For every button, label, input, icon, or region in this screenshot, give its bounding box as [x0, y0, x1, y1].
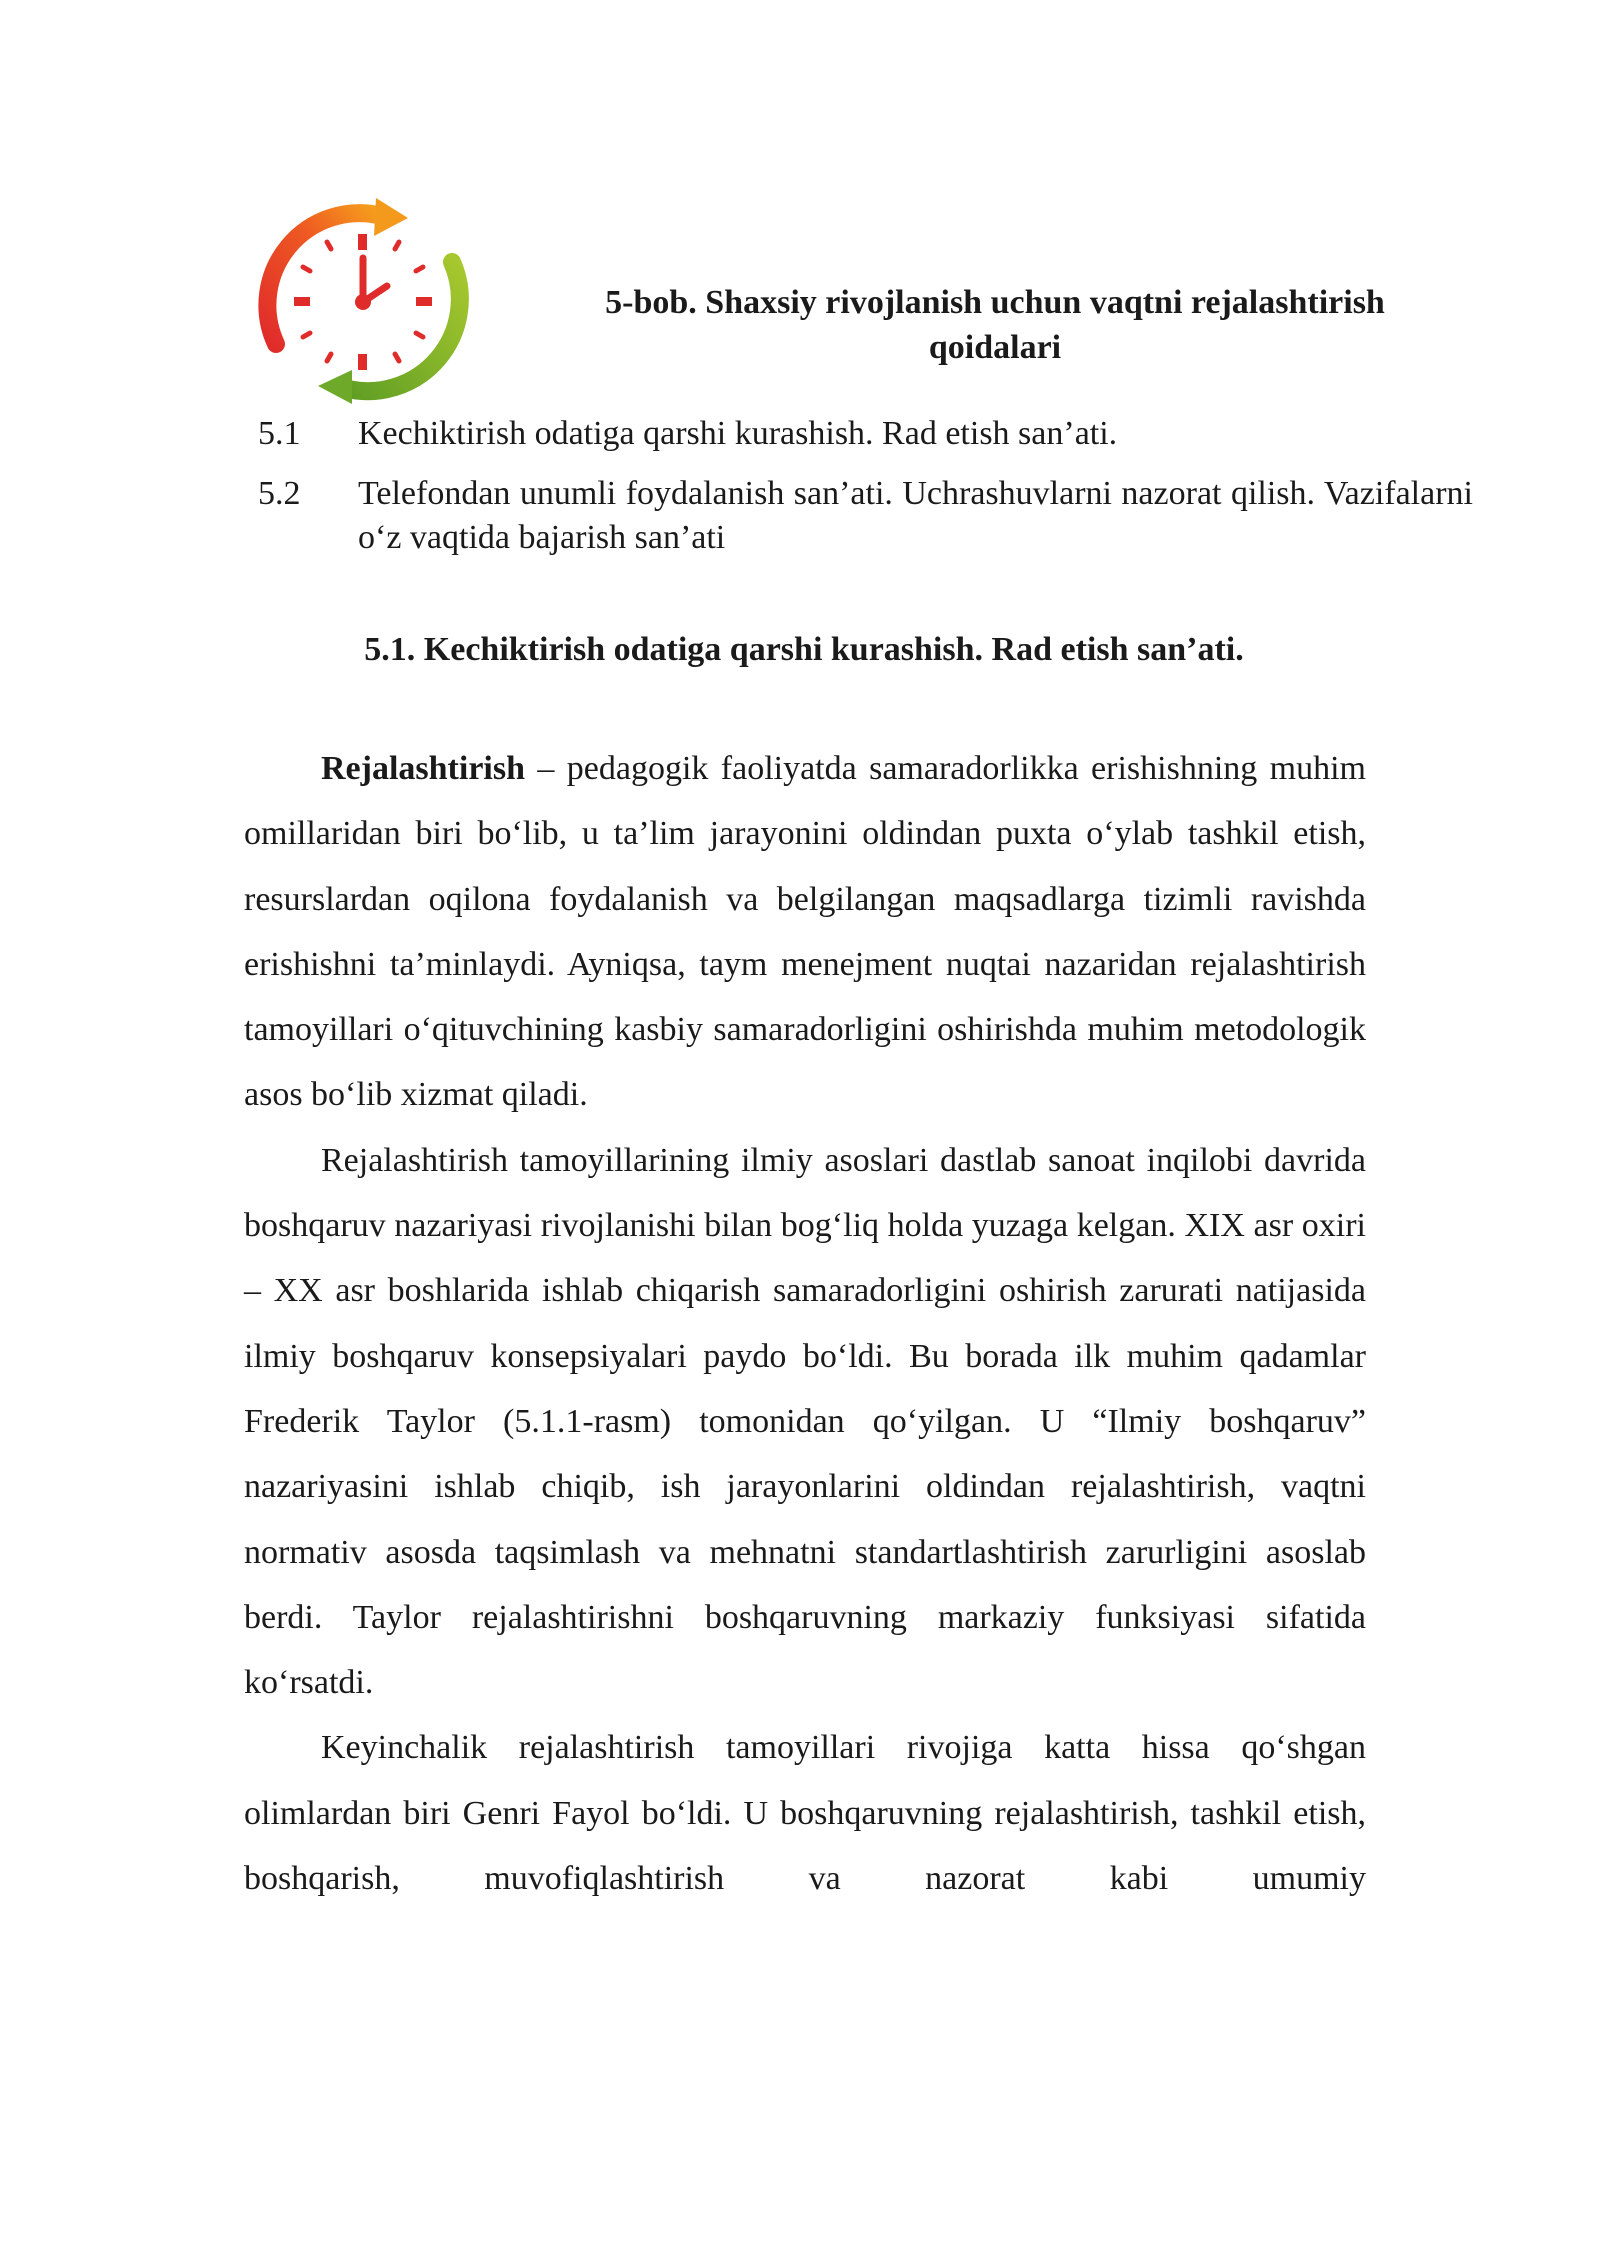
toc-item-number: 5.2 [258, 475, 301, 512]
toc-item-text: Telefondan unumli foydalanish san’ati. Uchrashuvlarni nazorat qilish. Vazifalarni o‘z vaqtida bajarish san’ati [358, 475, 1473, 556]
section-title: 5.1. Kechiktirish odatiga qarshi kurashish. Rad etish san’ati. [364, 631, 1244, 668]
table-of-contents [258, 412, 1473, 576]
toc-item-number: 5.1 [258, 415, 301, 452]
chapter-title-line2: qoidalari [928, 329, 1062, 366]
clock-with-circular-arrows-icon [252, 194, 474, 406]
toc-item-text: Kechiktirish odatiga qarshi kurashish. Rad etish san’ati. [358, 415, 1118, 452]
toc-item [258, 412, 1473, 456]
paragraph: Rejalashtirish tamoyillarining ilmiy asoslari dastlab sanoat inqilobi davrida boshqaruv nazariyasi rivojlanishi bilan bog‘liq holda yuzaga kelgan. XIX asr oxiri – XX asr boshlarida ishlab chiqarish samaradorligini oshirish zarurati natijasida ilmiy boshqaruv konsepsiyalari paydo bo‘ldi. Bu borada ilk muhim qadamlar Frederik Taylor (5.1.1-rasm) tomonidan qo‘yilgan. U “Ilmiy boshqaruv” nazariyasini ishlab chiqib, ish jarayonlarini oldindan rejalashtirish, vaqtni normativ asosda taqsimlash va mehnatni standartlashtirish zarurligini asoslab berdi. Taylor rejalashtirishni boshqaruvning markaziy funksiyasi sifatida ko‘rsatdi. [244, 1141, 1366, 1702]
toc-item [258, 472, 1473, 560]
paragraph-text: – pedagogik faoliyatda samaradorlikka erishishning muhim omillaridan biri bo‘lib, u ta’lim jarayonini oldindan puxta o‘ylab tashkil etish, resurslardan oqilona foydalanish va belgilangan maqsadlarga tizimli ravishda erishishni ta’minlaydi. Ayniqsa, taym menejment nuqtai nazaridan rejalashtirish tamoyillari o‘qituvchining kasbiy samaradorligini oshirishda muhim metodologik asos bo‘lib xizmat qiladi. [244, 750, 1366, 1114]
paragraph-term: Rejalashtirish [321, 750, 525, 787]
chapter-title [540, 280, 1450, 370]
paragraph: Keyinchalik rejalashtirish tamoyillari rivojiga katta hissa qo‘shgan olimlardan biri Genri Fayol bo‘ldi. U boshqaruvning rejalashtirish, tashkil etish, boshqarish, muvofiqlashtirish va nazorat kabi umumiy [244, 1729, 1366, 1898]
clock-logo [252, 194, 474, 406]
chapter-title-line1: 5-bob. Shaxsiy rivojlanish uchun vaqtni rejalashtirish [605, 284, 1385, 321]
body-text [244, 736, 1366, 1911]
paragraph [244, 736, 1366, 1128]
